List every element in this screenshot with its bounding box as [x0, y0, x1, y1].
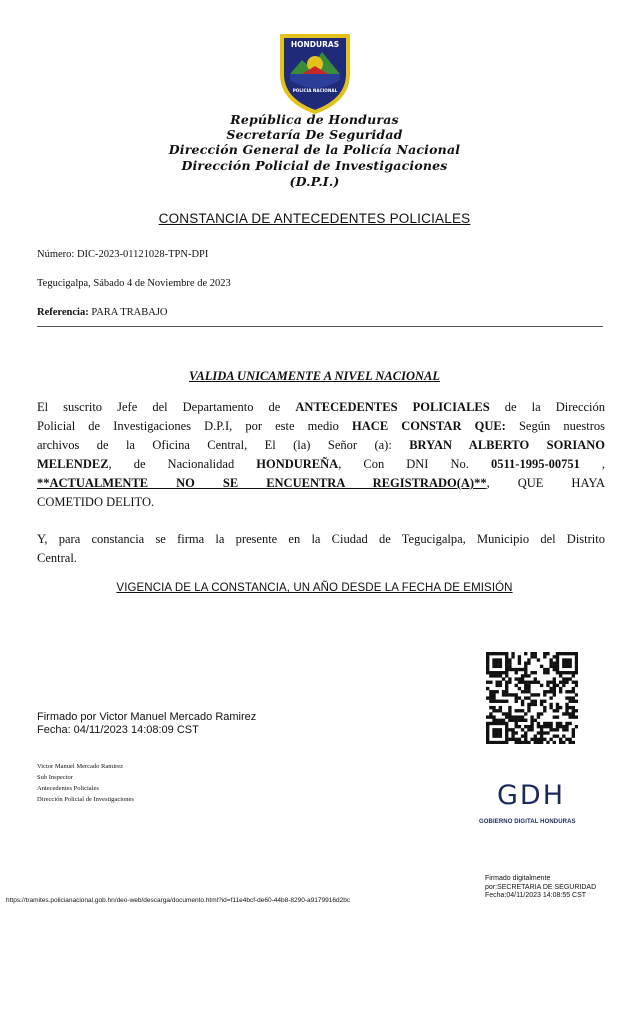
closing-line-2: Central.	[37, 551, 77, 565]
signer-rank: Sub Inspector	[37, 774, 73, 781]
header-line-secretaria: Secretaría De Seguridad	[226, 127, 403, 142]
status-statement: **ACTUALMENTE NO SE ENCUENTRA REGISTRADO(A)**	[37, 476, 487, 490]
digital-signature-line-3: Fecha:04/11/2023 14:08:55 CST	[485, 892, 587, 899]
digital-signature-line-2: por:SECRETARIA DE SEGURIDAD	[485, 883, 597, 891]
digital-signature-line-1: Firmado digitalmente	[485, 875, 551, 882]
body-line-6: COMETIDO DELITO.	[37, 495, 155, 509]
emblem-top-text: HONDURAS	[290, 40, 340, 49]
header-line-dpi-abbr: (D.P.I.)	[289, 174, 340, 189]
numero-line	[37, 249, 208, 260]
document-title: CONSTANCIA DE ANTECEDENTES POLICIALES	[158, 211, 471, 226]
body-line-3	[37, 436, 605, 455]
qr-code-icon	[486, 652, 578, 744]
signed-by: Firmado por Victor Manuel Mercado Ramirez	[37, 711, 257, 723]
body-text: El suscrito Jefe del Departamento de	[37, 400, 281, 414]
vigencia-note: VIGENCIA DE LA CONSTANCIA, UN AÑO DESDE LA FECHA DE EMISIÓN	[116, 582, 513, 594]
body-text: , Con DNI No.	[338, 457, 469, 471]
signer-direction: Dirección Policial de Investigaciones	[37, 796, 134, 803]
body-text: archivos de la Oficina Central, El (la) Señor (a):	[37, 438, 392, 452]
gdh-subtitle: GOBIERNO DIGITAL HONDURAS	[479, 819, 576, 825]
referencia-value: PARA TRABAJO	[91, 307, 168, 318]
emblem-bottom-text: POLICIA NACIONAL	[292, 88, 338, 93]
body-line-1	[37, 398, 605, 417]
header-line-dpi: Dirección Policial de Investigaciones	[181, 158, 448, 173]
signer-department: Antecedentes Policiales	[37, 785, 99, 792]
body-text: Según nuestros	[518, 419, 605, 433]
body-line-4	[37, 455, 605, 474]
body-text: , de Nacionalidad	[108, 457, 235, 471]
police-emblem-icon	[278, 30, 352, 114]
validity-note: VALIDA UNICAMENTE A NIVEL NACIONAL	[189, 369, 440, 383]
fecha-line: Tegucigalpa, Sábado 4 de Noviembre de 2023	[37, 278, 231, 289]
numero-label: Número:	[37, 249, 75, 260]
header-line-direccion-general: Dirección General de la Policía Nacional	[168, 142, 461, 157]
person-name-1: BRYAN ALBERTO SORIANO	[409, 438, 606, 452]
person-name-2: MELENDEZ	[37, 457, 109, 471]
digital-signature-block	[485, 875, 596, 901]
referencia-label: Referencia:	[37, 307, 89, 318]
body-text: Policial de Investigaciones D.P.I, por este medio	[37, 419, 339, 433]
header-line-republica: República de Honduras	[230, 112, 399, 127]
numero-value: DIC-2023-01121028-TPN-DPI	[76, 249, 209, 260]
body-line-2	[37, 417, 605, 436]
divider	[37, 326, 603, 327]
dni-number: 0511-1995-00751	[490, 457, 580, 471]
body-line-5	[37, 474, 605, 493]
body-text: de la Dirección	[504, 400, 606, 414]
signer-name: Victor Manuel Mercado Ramirez	[37, 763, 124, 770]
closing-line-1: Y, para constancia se firma la presente en la Ciudad de Tegucigalpa, Municipio del Distrito	[37, 532, 605, 546]
nationality: HONDUREÑA	[256, 457, 339, 471]
body-text-bold: HACE CONSTAR QUE:	[352, 419, 506, 433]
gdh-logo: GDH	[497, 780, 566, 811]
signed-date: Fecha: 04/11/2023 14:08:09 CST	[37, 724, 199, 736]
referencia-line	[37, 307, 167, 318]
document-url[interactable]: https://tramites.policianacional.gob.hn/deo-web/descarga/documento.html?id=f11e4bcf-de60-44b8-8290-a9179916d2bc	[6, 897, 351, 904]
body-text: ,	[601, 457, 606, 471]
body-text-bold: ANTECEDENTES POLICIALES	[295, 400, 490, 414]
body-text: , QUE HAYA	[486, 476, 606, 490]
